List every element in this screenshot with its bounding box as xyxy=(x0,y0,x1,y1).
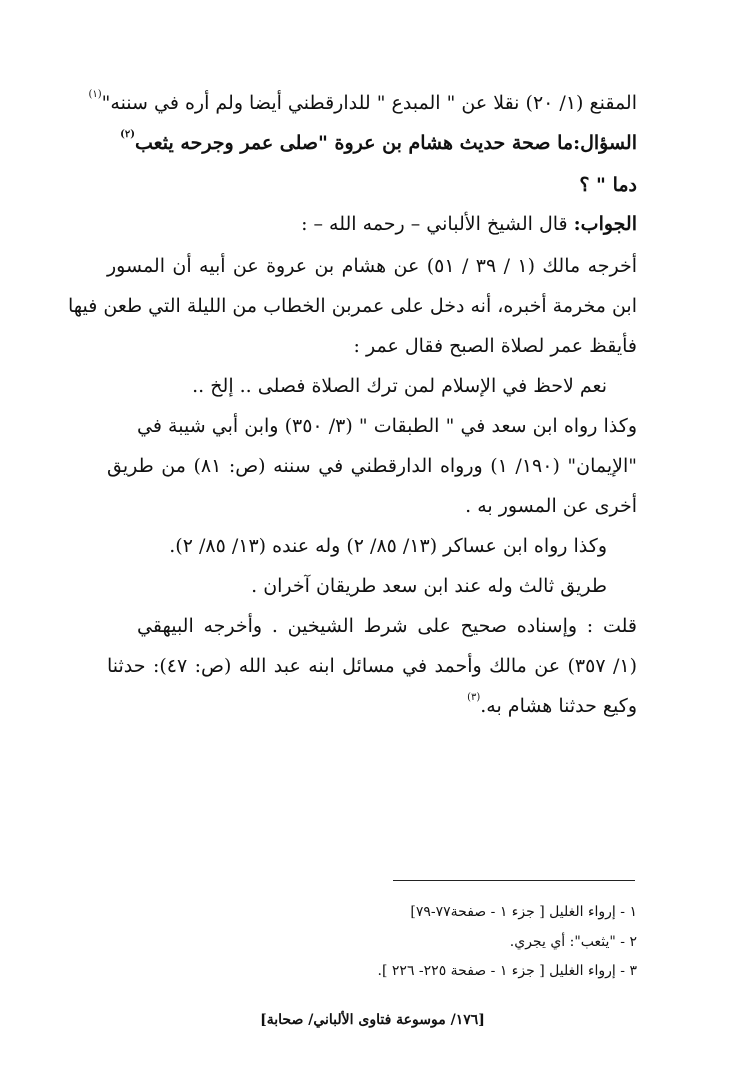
question-text: ما صحة حديث هشام بن عروة "صلى عمر وجرحه يثعب xyxy=(134,132,574,154)
text-line: أخرى عن المسور به . xyxy=(465,495,637,517)
answer-line xyxy=(107,211,637,237)
text-line xyxy=(88,89,637,116)
line-text: المقنع (١/ ٢٠) نقلا عن " المبدع " للدارقطني أيضا ولم أره في سننه" xyxy=(101,92,637,114)
answer-label: الجواب: xyxy=(573,213,637,235)
text-line xyxy=(107,693,637,719)
footnote-divider xyxy=(393,880,635,881)
text-line: (١/ ٣٥٧) عن مالك وأحمد في مسائل ابنه عبد الله (ص: ٤٧): حدثنا xyxy=(107,655,637,677)
text-line: أخرجه مالك (١ / ٣٩ / ٥١) عن هشام بن عروة عن أبيه أن المسور xyxy=(107,255,638,277)
footnote-ref: (٣) xyxy=(467,692,481,703)
footnote: ٣ - إرواء الغليل [ جزء ١ - صفحة ٢٢٥- ٢٢٦ ]. xyxy=(377,963,637,979)
text-line: ابن مخرمة أخبره، أنه دخل على عمربن الخطاب من الليلة التي طعن فيها xyxy=(67,295,637,317)
question-end: دما " ؟ xyxy=(579,174,637,196)
answer-text: قال الشيخ الألباني – رحمه الله – : xyxy=(301,213,574,235)
footnote-ref: (٢) xyxy=(120,129,135,140)
footnote: ١ - إرواء الغليل [ جزء ١ - صفحة٧٧-٧٩] xyxy=(410,904,637,920)
question-line xyxy=(107,130,637,156)
text-line: نعم لاحظ في الإسلام لمن ترك الصلاة فصلى .. إلخ .. xyxy=(192,375,607,397)
text-line: وكذا رواه ابن عساكر (١٣/ ٨٥/ ٢) وله عنده (١٣/ ٨٥/ ٢). xyxy=(169,535,607,557)
line-text: وكيع حدثنا هشام به. xyxy=(480,695,637,717)
text-line: فأيقظ عمر لصلاة الصبح فقال عمر : xyxy=(353,335,637,357)
text-line: طريق ثالث وله عند ابن سعد طريقان آخران . xyxy=(251,575,607,597)
footnote-ref: (١) xyxy=(88,89,102,100)
footnote: ٢ - "يثعب": أي يجري. xyxy=(509,934,637,950)
text-line: قلت : وإسناده صحيح على شرط الشيخين . وأخرجه البيهقي xyxy=(137,615,637,637)
question-label: السؤال: xyxy=(573,132,637,154)
text-line: وكذا رواه ابن سعد في " الطبقات " (٣/ ٣٥٠) وابن أبي شيبة في xyxy=(137,415,638,437)
text-line: "الإيمان" (١٩٠/ ١) ورواه الدارقطني في سننه (ص: ٨١) من طريق xyxy=(107,455,637,477)
page-footer: [١٧٦/ موسوعة فتاوى الألباني/ صحابة] xyxy=(260,1012,485,1028)
